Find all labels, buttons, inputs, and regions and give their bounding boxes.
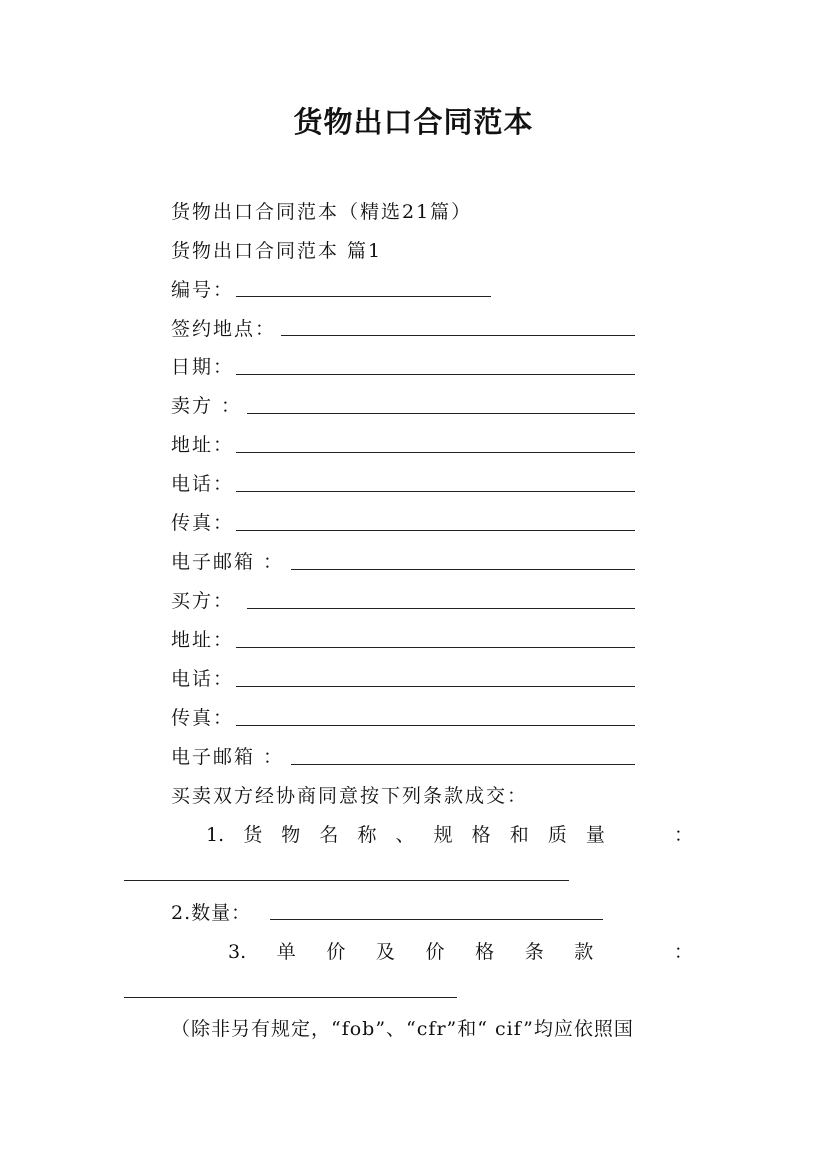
field-blank-buyer-fax[interactable] (236, 725, 635, 726)
clause-3-colon: ： (673, 941, 693, 963)
field-label-number: 编号： (171, 279, 235, 301)
field-label-seller: 卖方 ： (171, 395, 243, 417)
clause-1-char: 名 (319, 824, 339, 846)
field-blank-clause-3[interactable] (124, 997, 457, 998)
clause-1-char: 质 (547, 824, 567, 846)
document-subtitle: 货物出口合同范本（精选21篇） (171, 201, 473, 223)
clause-1-char: 和 (509, 824, 529, 846)
clause-3-heading (228, 937, 693, 967)
clause-3-char: 价 (326, 941, 346, 963)
field-label-buyer-fax: 传真： (171, 707, 235, 729)
clause-1-char: 称 (357, 824, 377, 846)
field-label-buyer-email: 电子邮箱 ： (171, 746, 285, 768)
clause-3-char: 及 (375, 941, 395, 963)
field-label-seller-phone: 电话： (171, 473, 235, 495)
clause-1-char: 、 (395, 824, 415, 846)
field-blank-seller[interactable] (247, 413, 635, 414)
field-blank-clause-2[interactable] (270, 919, 603, 920)
field-label-buyer-phone: 电话： (171, 668, 235, 690)
field-blank-seller-phone[interactable] (236, 491, 635, 492)
field-blank-clause-1[interactable] (124, 880, 569, 881)
clause-1-char: 规 (433, 824, 453, 846)
clause-3-char: 单 (276, 941, 296, 963)
clause-3-char: 格 (475, 941, 495, 963)
field-label-date: 日期： (171, 356, 235, 378)
field-blank-buyer-phone[interactable] (236, 686, 635, 687)
field-blank-number[interactable] (236, 296, 491, 297)
clause-3-char: 款 (574, 941, 594, 963)
field-blank-buyer-address[interactable] (236, 647, 635, 648)
field-label-seller-email: 电子邮箱 ： (171, 551, 285, 573)
document-title: 货物出口合同范本 (293, 105, 534, 139)
clause-1-number: 1. (206, 824, 225, 846)
clause-1-char: 货 (243, 824, 263, 846)
clause-1-colon: ： (673, 824, 693, 846)
field-label-seller-fax: 传真： (171, 512, 235, 534)
field-blank-signing-place[interactable] (281, 335, 635, 336)
field-label-signing-place: 签约地点： (171, 318, 277, 340)
field-label-buyer-address: 地址： (171, 629, 235, 651)
clause-1-char: 物 (281, 824, 301, 846)
clause-1-char: 格 (471, 824, 491, 846)
field-blank-seller-fax[interactable] (236, 530, 635, 531)
clause-3-char: 价 (425, 941, 445, 963)
field-label-buyer: 买方： (171, 590, 235, 612)
clause-1-char: 量 (585, 824, 605, 846)
clause-3-char: 条 (524, 941, 544, 963)
agreement-text: 买卖双方经协商同意按下列条款成交： (171, 785, 529, 807)
field-blank-date[interactable] (236, 374, 635, 375)
clause-3-number: 3. (228, 941, 247, 963)
field-blank-buyer[interactable] (247, 608, 635, 609)
field-blank-seller-address[interactable] (236, 452, 635, 453)
field-label-seller-address: 地址： (171, 434, 235, 456)
field-blank-buyer-email[interactable] (291, 764, 635, 765)
clause-2-label: 2.数量： (171, 902, 252, 924)
section-heading: 货物出口合同范本 篇1 (171, 240, 383, 262)
field-blank-seller-email[interactable] (291, 569, 635, 570)
clause-1-heading (206, 820, 693, 850)
pricing-note: （除非另有规定，“fob”、“cfr”和“ cif”均应依照国 (171, 1018, 634, 1040)
